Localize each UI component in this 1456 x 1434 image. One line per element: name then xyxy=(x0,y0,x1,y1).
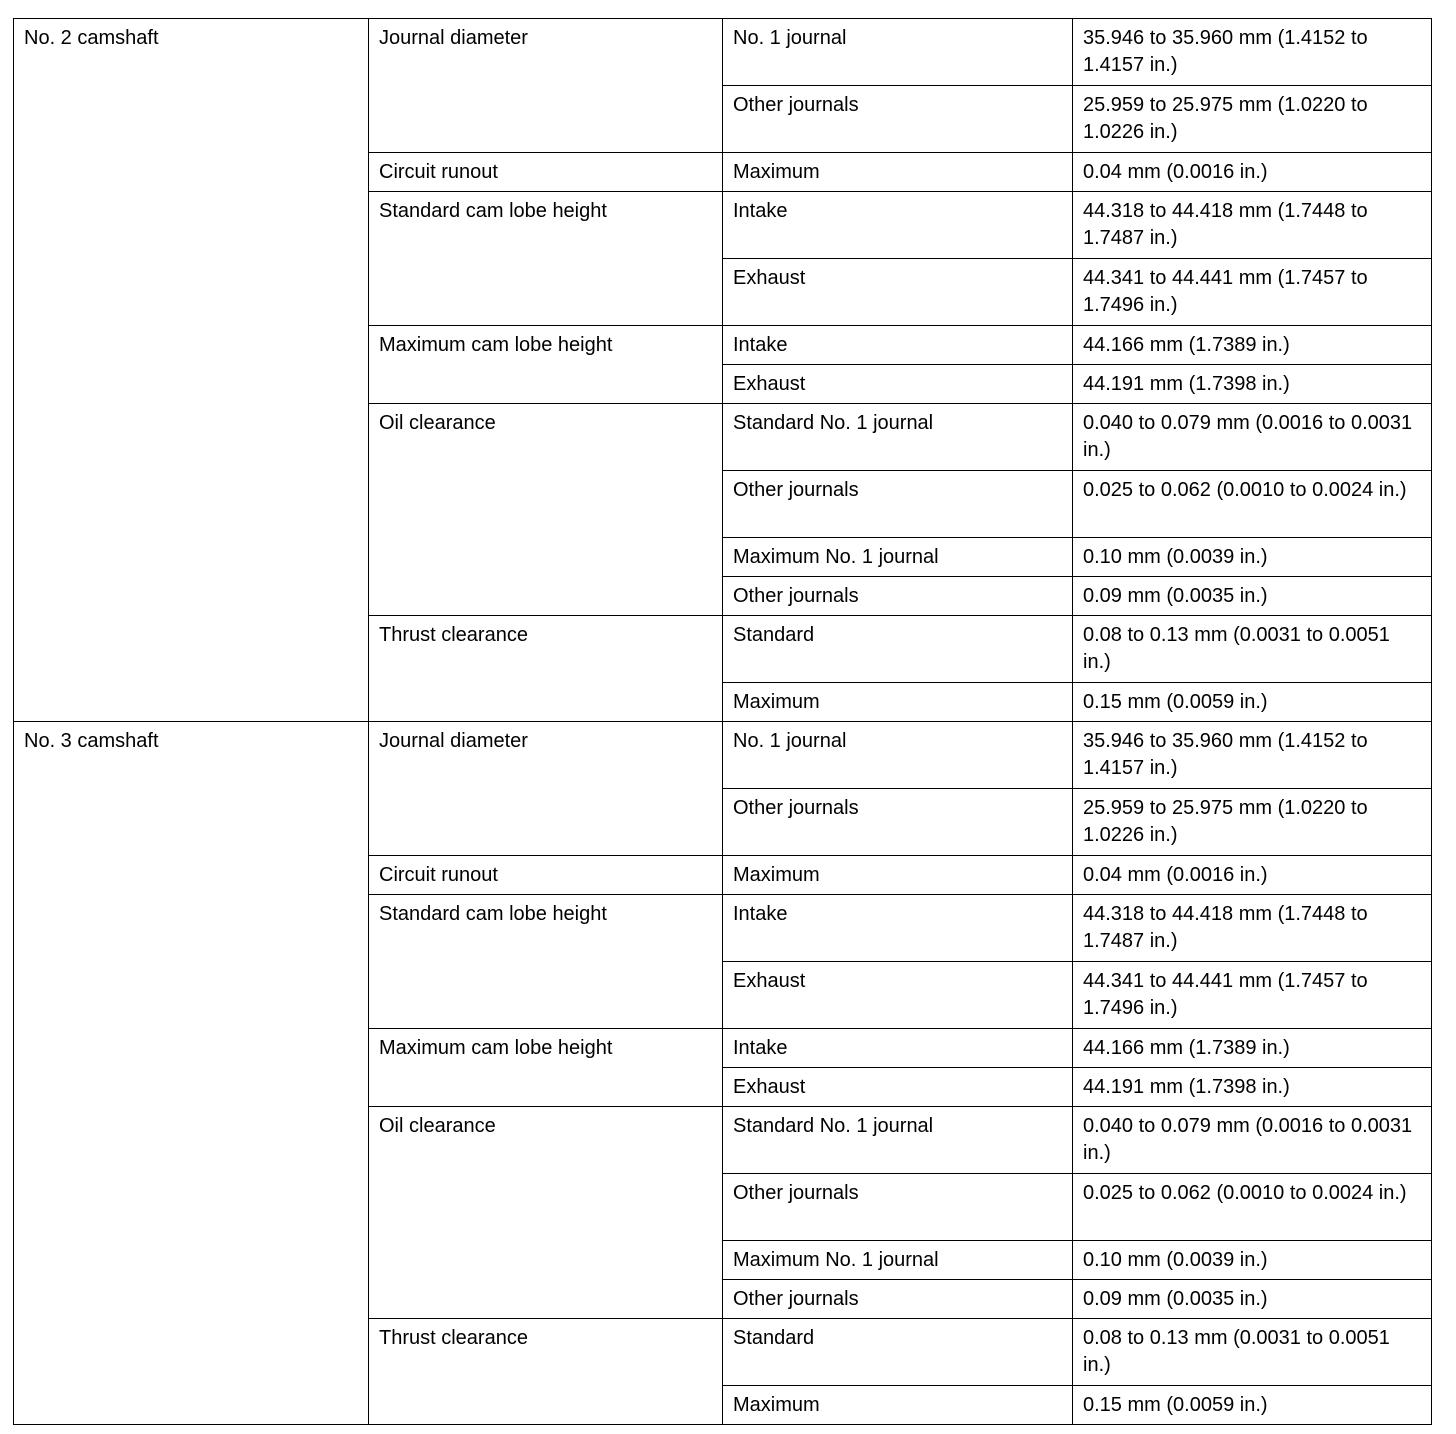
value-cell: 44.341 to 44.441 mm (1.7457 to 1.7496 in.) xyxy=(1073,962,1432,1029)
value-cell: 44.341 to 44.441 mm (1.7457 to 1.7496 in.) xyxy=(1073,259,1432,326)
camshaft-spec-table xyxy=(13,18,1432,1425)
parameter-cell: Oil clearance xyxy=(369,404,723,616)
condition-cell: Maximum xyxy=(723,1386,1073,1425)
value-cell: 0.09 mm (0.0035 in.) xyxy=(1073,1280,1432,1319)
camshaft-name-cell: No. 2 camshaft xyxy=(14,19,369,722)
parameter-cell: Journal diameter xyxy=(369,19,723,153)
value-cell: 25.959 to 25.975 mm (1.0220 to 1.0226 in.) xyxy=(1073,789,1432,856)
condition-cell: No. 1 journal xyxy=(723,19,1073,86)
value-cell: 0.15 mm (0.0059 in.) xyxy=(1073,1386,1432,1425)
value-cell: 44.166 mm (1.7389 in.) xyxy=(1073,326,1432,365)
parameter-cell: Oil clearance xyxy=(369,1107,723,1319)
value-cell: 44.191 mm (1.7398 in.) xyxy=(1073,365,1432,404)
table-row xyxy=(14,722,1432,789)
condition-cell: Maximum No. 1 journal xyxy=(723,538,1073,577)
condition-cell: Standard xyxy=(723,1319,1073,1386)
condition-cell: Intake xyxy=(723,1029,1073,1068)
condition-cell: Maximum No. 1 journal xyxy=(723,1241,1073,1280)
condition-cell: Intake xyxy=(723,326,1073,365)
parameter-cell: Journal diameter xyxy=(369,722,723,856)
condition-cell: Exhaust xyxy=(723,365,1073,404)
value-cell: 0.025 to 0.062 (0.0010 to 0.0024 in.) xyxy=(1073,1174,1432,1241)
value-cell: 0.040 to 0.079 mm (0.0016 to 0.0031 in.) xyxy=(1073,1107,1432,1174)
value-cell: 44.318 to 44.418 mm (1.7448 to 1.7487 in.) xyxy=(1073,895,1432,962)
parameter-cell: Standard cam lobe height xyxy=(369,895,723,1029)
condition-cell: Standard xyxy=(723,616,1073,683)
value-cell: 44.318 to 44.418 mm (1.7448 to 1.7487 in.) xyxy=(1073,192,1432,259)
condition-cell: Standard No. 1 journal xyxy=(723,1107,1073,1174)
condition-cell: No. 1 journal xyxy=(723,722,1073,789)
parameter-cell: Thrust clearance xyxy=(369,616,723,722)
value-cell: 0.10 mm (0.0039 in.) xyxy=(1073,538,1432,577)
camshaft-spec-table-body xyxy=(14,19,1432,1425)
condition-cell: Maximum xyxy=(723,683,1073,722)
condition-cell: Other journals xyxy=(723,86,1073,153)
condition-cell: Maximum xyxy=(723,153,1073,192)
value-cell: 0.08 to 0.13 mm (0.0031 to 0.0051 in.) xyxy=(1073,616,1432,683)
condition-cell: Intake xyxy=(723,895,1073,962)
parameter-cell: Circuit runout xyxy=(369,153,723,192)
condition-cell: Exhaust xyxy=(723,1068,1073,1107)
condition-cell: Exhaust xyxy=(723,259,1073,326)
parameter-cell: Maximum cam lobe height xyxy=(369,326,723,404)
table-row xyxy=(14,19,1432,86)
condition-cell: Exhaust xyxy=(723,962,1073,1029)
condition-cell: Other journals xyxy=(723,1280,1073,1319)
value-cell: 44.191 mm (1.7398 in.) xyxy=(1073,1068,1432,1107)
value-cell: 0.04 mm (0.0016 in.) xyxy=(1073,856,1432,895)
value-cell: 0.04 mm (0.0016 in.) xyxy=(1073,153,1432,192)
parameter-cell: Standard cam lobe height xyxy=(369,192,723,326)
value-cell: 25.959 to 25.975 mm (1.0220 to 1.0226 in.) xyxy=(1073,86,1432,153)
parameter-cell: Maximum cam lobe height xyxy=(369,1029,723,1107)
value-cell: 0.025 to 0.062 (0.0010 to 0.0024 in.) xyxy=(1073,471,1432,538)
parameter-cell: Circuit runout xyxy=(369,856,723,895)
parameter-cell: Thrust clearance xyxy=(369,1319,723,1425)
condition-cell: Other journals xyxy=(723,789,1073,856)
value-cell: 44.166 mm (1.7389 in.) xyxy=(1073,1029,1432,1068)
value-cell: 0.15 mm (0.0059 in.) xyxy=(1073,683,1432,722)
condition-cell: Intake xyxy=(723,192,1073,259)
value-cell: 0.08 to 0.13 mm (0.0031 to 0.0051 in.) xyxy=(1073,1319,1432,1386)
condition-cell: Other journals xyxy=(723,1174,1073,1241)
camshaft-name-cell: No. 3 camshaft xyxy=(14,722,369,1425)
condition-cell: Standard No. 1 journal xyxy=(723,404,1073,471)
value-cell: 0.09 mm (0.0035 in.) xyxy=(1073,577,1432,616)
condition-cell: Other journals xyxy=(723,577,1073,616)
value-cell: 35.946 to 35.960 mm (1.4152 to 1.4157 in.) xyxy=(1073,722,1432,789)
value-cell: 0.040 to 0.079 mm (0.0016 to 0.0031 in.) xyxy=(1073,404,1432,471)
value-cell: 35.946 to 35.960 mm (1.4152 to 1.4157 in.) xyxy=(1073,19,1432,86)
value-cell: 0.10 mm (0.0039 in.) xyxy=(1073,1241,1432,1280)
condition-cell: Maximum xyxy=(723,856,1073,895)
condition-cell: Other journals xyxy=(723,471,1073,538)
